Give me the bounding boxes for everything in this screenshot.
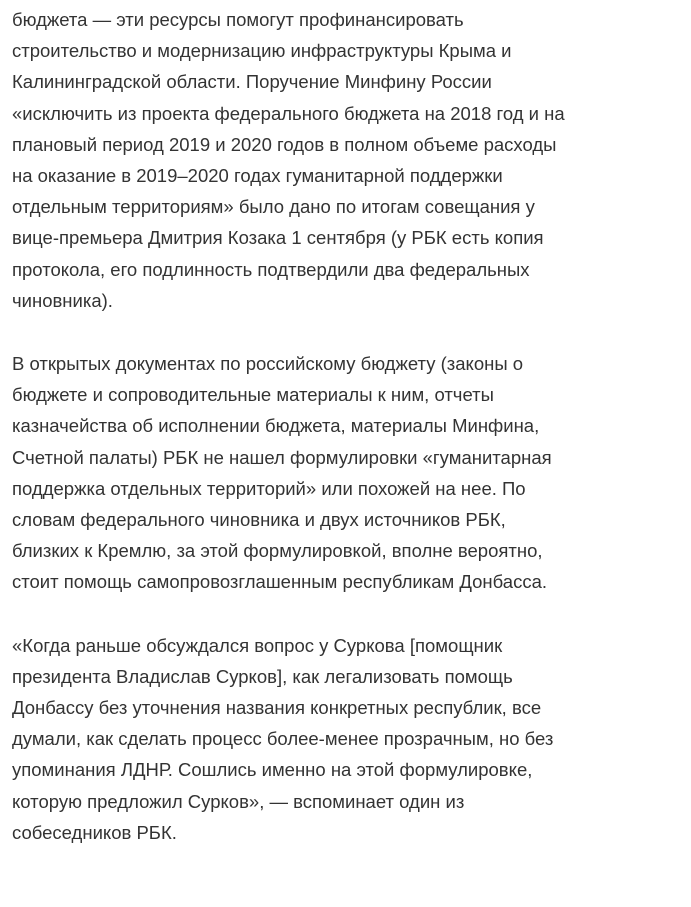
paragraph-line: «Когда раньше обсуждался вопрос у Суркова [помощник — [12, 634, 503, 656]
paragraph-line: президента Владислав Сурков], как легализовать помощь — [12, 665, 513, 687]
paragraph-open-documents — [12, 348, 682, 598]
paragraph-line: думали, как сделать процесс более-менее прозрачным, но без — [12, 728, 554, 750]
paragraph-source-quote — [12, 630, 682, 848]
paragraph-line: на оказание в 2019–2020 годах гуманитарной поддержки — [12, 165, 503, 187]
paragraph-line: близких к Кремлю, за этой формулировкой, вполне вероятно, — [12, 540, 543, 562]
article-body — [12, 4, 682, 848]
paragraph-line: собеседников РБК. — [12, 821, 177, 843]
paragraph-line: плановый период 2019 и 2020 годов в полном объеме расходы — [12, 133, 557, 155]
paragraph-line: вице-премьера Дмитрия Козака 1 сентября (у РБК есть копия — [12, 227, 544, 249]
paragraph-line: протокола, его подлинность подтвердили два федеральных — [12, 258, 530, 280]
paragraph-line: стоит помощь самопровозглашенным республикам Донбасса. — [12, 571, 548, 593]
paragraph-line: строительство и модернизацию инфраструктуры Крыма и — [12, 40, 512, 62]
paragraph-line: бюджете и сопроводительные материалы к ним, отчеты — [12, 384, 494, 406]
paragraph-line: упоминания ЛДНР. Сошлись именно на этой формулировке, — [12, 759, 533, 781]
paragraph-line: поддержка отдельных территорий» или похожей на нее. По — [12, 477, 526, 499]
paragraph-line: В открытых документах по российскому бюджету (законы о — [12, 353, 524, 375]
paragraph-line: которую предложил Сурков», — вспоминает один из — [12, 790, 465, 812]
paragraph-line: Калининградской области. Поручение Минфину России — [12, 71, 492, 93]
paragraph-line: «исключить из проекта федерального бюджета на 2018 год и на — [12, 102, 565, 124]
paragraph-line: бюджета — эти ресурсы помогут профинансировать — [12, 9, 464, 30]
paragraph-budget-instruction — [12, 4, 682, 316]
paragraph-line: чиновника). — [12, 289, 113, 311]
paragraph-line: отдельным территориям» было дано по итогам совещания у — [12, 196, 535, 218]
paragraph-line: Счетной палаты) РБК не нашел формулировки «гуманитарная — [12, 446, 552, 468]
paragraph-line: казначейства об исполнении бюджета, материалы Минфина, — [12, 415, 540, 437]
paragraph-line: словам федерального чиновника и двух источников РБК, — [12, 509, 506, 531]
paragraph-line: Донбассу без уточнения названия конкретных республик, все — [12, 697, 542, 719]
